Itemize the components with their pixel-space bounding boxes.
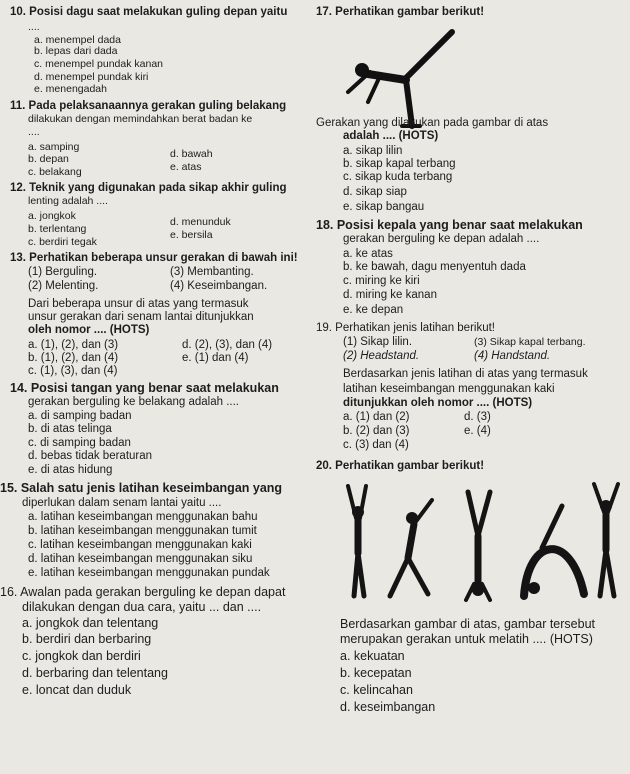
q19-option-b: b. (2) dan (3)	[343, 425, 410, 437]
q19-option-a: a. (1) dan (2)	[343, 411, 410, 423]
q10-dots: ....	[28, 21, 40, 33]
q17-para-1: Gerakan yang dilakukan pada gambar di atas	[316, 117, 549, 129]
q13-para-2: unsur gerakan dari senam lantai ditunjukkan	[28, 311, 254, 323]
q20-option-d: d. keseimbangan	[340, 700, 436, 714]
q10-option-c: c. menempel pundak kanan	[34, 58, 163, 70]
q17-para-2: adalah .... (HOTS)	[343, 130, 439, 142]
q13-option-c: c. (1), (3), dan (4)	[28, 365, 118, 377]
q11-option-b: b. depan	[28, 153, 69, 165]
q15-option-e: e. latihan keseimbangan menggunakan pundak	[28, 567, 270, 579]
q19-text: 19. Perhatikan jenis latihan berikut!	[316, 322, 495, 334]
q12-option-e: e. bersila	[170, 229, 213, 241]
q13-item-3: (3) Membanting.	[170, 266, 254, 278]
q14-option-b: b. di atas telinga	[28, 423, 112, 435]
q11-option-a: a. samping	[28, 141, 80, 153]
q14-option-a: a. di samping badan	[28, 410, 132, 422]
q19-item-4: (4) Handstand.	[474, 350, 551, 362]
q12-option-d: d. menunduk	[170, 216, 231, 228]
q16-option-c: c. jongkok dan berdiri	[22, 649, 141, 663]
q12-option-b: b. terlentang	[28, 223, 87, 235]
q13-para-1: Dari beberapa unsur di atas yang termasuk	[28, 298, 249, 310]
q11-text-1: 11. Pada pelaksanaannya gerakan guling belakang	[10, 100, 287, 112]
q15-option-d: d. latihan keseimbangan menggunakan siku	[28, 553, 253, 565]
q15-text-1: 15. Salah satu jenis latihan keseimbangan yang	[0, 481, 283, 495]
q13-item-2: (2) Melenting.	[28, 280, 99, 292]
q14-text-2: gerakan berguling ke belakang adalah ....	[28, 396, 239, 408]
q20-para-2: merupakan gerakan untuk melatih .... (HOTS)	[340, 632, 593, 646]
q13-option-e: e. (1) dan (4)	[182, 352, 249, 364]
q17-text: 17. Perhatikan gambar berikut!	[316, 6, 485, 18]
q16-text-1: 16. Awalan pada gerakan berguling ke depan dapat	[0, 585, 286, 599]
q20-text: 20. Perhatikan gambar berikut!	[316, 460, 485, 472]
q17-option-e: e. sikap bangau	[343, 201, 425, 213]
q12-text-2: lenting adalah ....	[28, 195, 108, 207]
q17-option-a: a. sikap lilin	[343, 145, 403, 157]
q13-item-1: (1) Berguling.	[28, 266, 98, 278]
q13-para-3: oleh nomor .... (HOTS)	[28, 324, 150, 336]
q10-option-a: a. menempel dada	[34, 34, 121, 46]
q16-text-2: dilakukan dengan dua cara, yaitu ... dan ....	[22, 600, 262, 614]
q18-option-d: d. miring ke kanan	[343, 289, 437, 301]
q19-para-1: Berdasarkan jenis latihan di atas yang termasuk	[343, 368, 588, 380]
q19-para-3: ditunjukkan oleh nomor .... (HOTS)	[343, 397, 533, 409]
q19-option-e: e. (4)	[464, 425, 491, 437]
q11-text-2: dilakukan dengan memindahkan berat badan ke	[28, 113, 253, 125]
q20-option-c: c. kelincahan	[340, 683, 413, 697]
q15-option-c: c. latihan keseimbangan menggunakan kaki	[28, 539, 252, 551]
q19-option-d: d. (3)	[464, 411, 491, 423]
q17-option-b: b. sikap kapal terbang	[343, 158, 456, 170]
q14-text-1: 14. Posisi tangan yang benar saat melakukan	[10, 381, 279, 395]
q16-option-a: a. jongkok dan telentang	[22, 616, 159, 630]
q20-option-a: a. kekuatan	[340, 649, 405, 663]
q14-option-c: c. di samping badan	[28, 437, 131, 449]
q19-para-2: latihan keseimbangan menggunakan kaki	[343, 383, 555, 395]
q18-option-e: e. ke depan	[343, 304, 404, 316]
q19-option-c: c. (3) dan (4)	[343, 439, 409, 451]
q15-option-b: b. latihan keseimbangan menggunakan tumit	[28, 525, 257, 537]
q17-option-d: d. sikap siap	[343, 186, 407, 198]
q13-item-4: (4) Keseimbangan.	[170, 280, 268, 292]
q18-option-b: b. ke bawah, dagu menyentuh dada	[343, 261, 526, 273]
q19-item-1: (1) Sikap lilin.	[343, 336, 413, 348]
q16-option-e: e. loncat dan duduk	[22, 683, 132, 697]
q11-option-e: e. atas	[170, 161, 202, 173]
q19-item-2: (2) Headstand.	[343, 350, 420, 362]
q10-option-e: e. menengadah	[34, 83, 107, 95]
q11-option-d: d. bawah	[170, 148, 213, 160]
q11-text-3: ....	[28, 126, 40, 138]
q13-option-d: d. (2), (3), dan (4)	[182, 339, 273, 351]
q18-option-a: a. ke atas	[343, 248, 393, 260]
q16-option-b: b. berdiri dan berbaring	[22, 632, 152, 646]
q10-text: 10. Posisi dagu saat melakukan guling depan yaitu	[10, 6, 288, 18]
q18-option-c: c. miring ke kiri	[343, 275, 420, 287]
q14-option-e: e. di atas hidung	[28, 464, 113, 476]
airplane-balance-figure	[340, 22, 460, 132]
q15-option-a: a. latihan keseimbangan menggunakan bahu	[28, 511, 258, 523]
q13-option-a: a. (1), (2), dan (3)	[28, 339, 119, 351]
q12-option-c: c. berdiri tegak	[28, 236, 97, 248]
q20-para-1: Berdasarkan gambar di atas, gambar tersebut	[340, 617, 595, 631]
q10-option-b: b. lepas dari dada	[34, 45, 118, 57]
q16-option-d: d. berbaring dan telentang	[22, 666, 168, 680]
q18-text-1: 18. Posisi kepala yang benar saat melakukan	[316, 218, 583, 232]
q12-text-1: 12. Teknik yang digunakan pada sikap akhir guling	[10, 182, 287, 194]
q10-option-d: d. menempel pundak kiri	[34, 71, 149, 83]
q19-item-3: (3) Sikap kapal terbang.	[474, 336, 586, 348]
q18-text-2: gerakan berguling ke depan adalah ....	[343, 233, 540, 245]
q13-option-b: b. (1), (2), dan (4)	[28, 352, 119, 364]
q15-text-2: diperlukan dalam senam lantai yaitu ....	[22, 497, 222, 509]
q20-option-b: b. kecepatan	[340, 666, 412, 680]
q17-option-c: c. sikap kuda terbang	[343, 171, 453, 183]
handstand-sequence-figure	[338, 478, 628, 610]
q13-text: 13. Perhatikan beberapa unsur gerakan di bawah ini!	[10, 252, 298, 264]
q12-option-a: a. jongkok	[28, 210, 76, 222]
q11-option-c: c. belakang	[28, 166, 82, 178]
q14-option-d: d. bebas tidak beraturan	[28, 450, 153, 462]
